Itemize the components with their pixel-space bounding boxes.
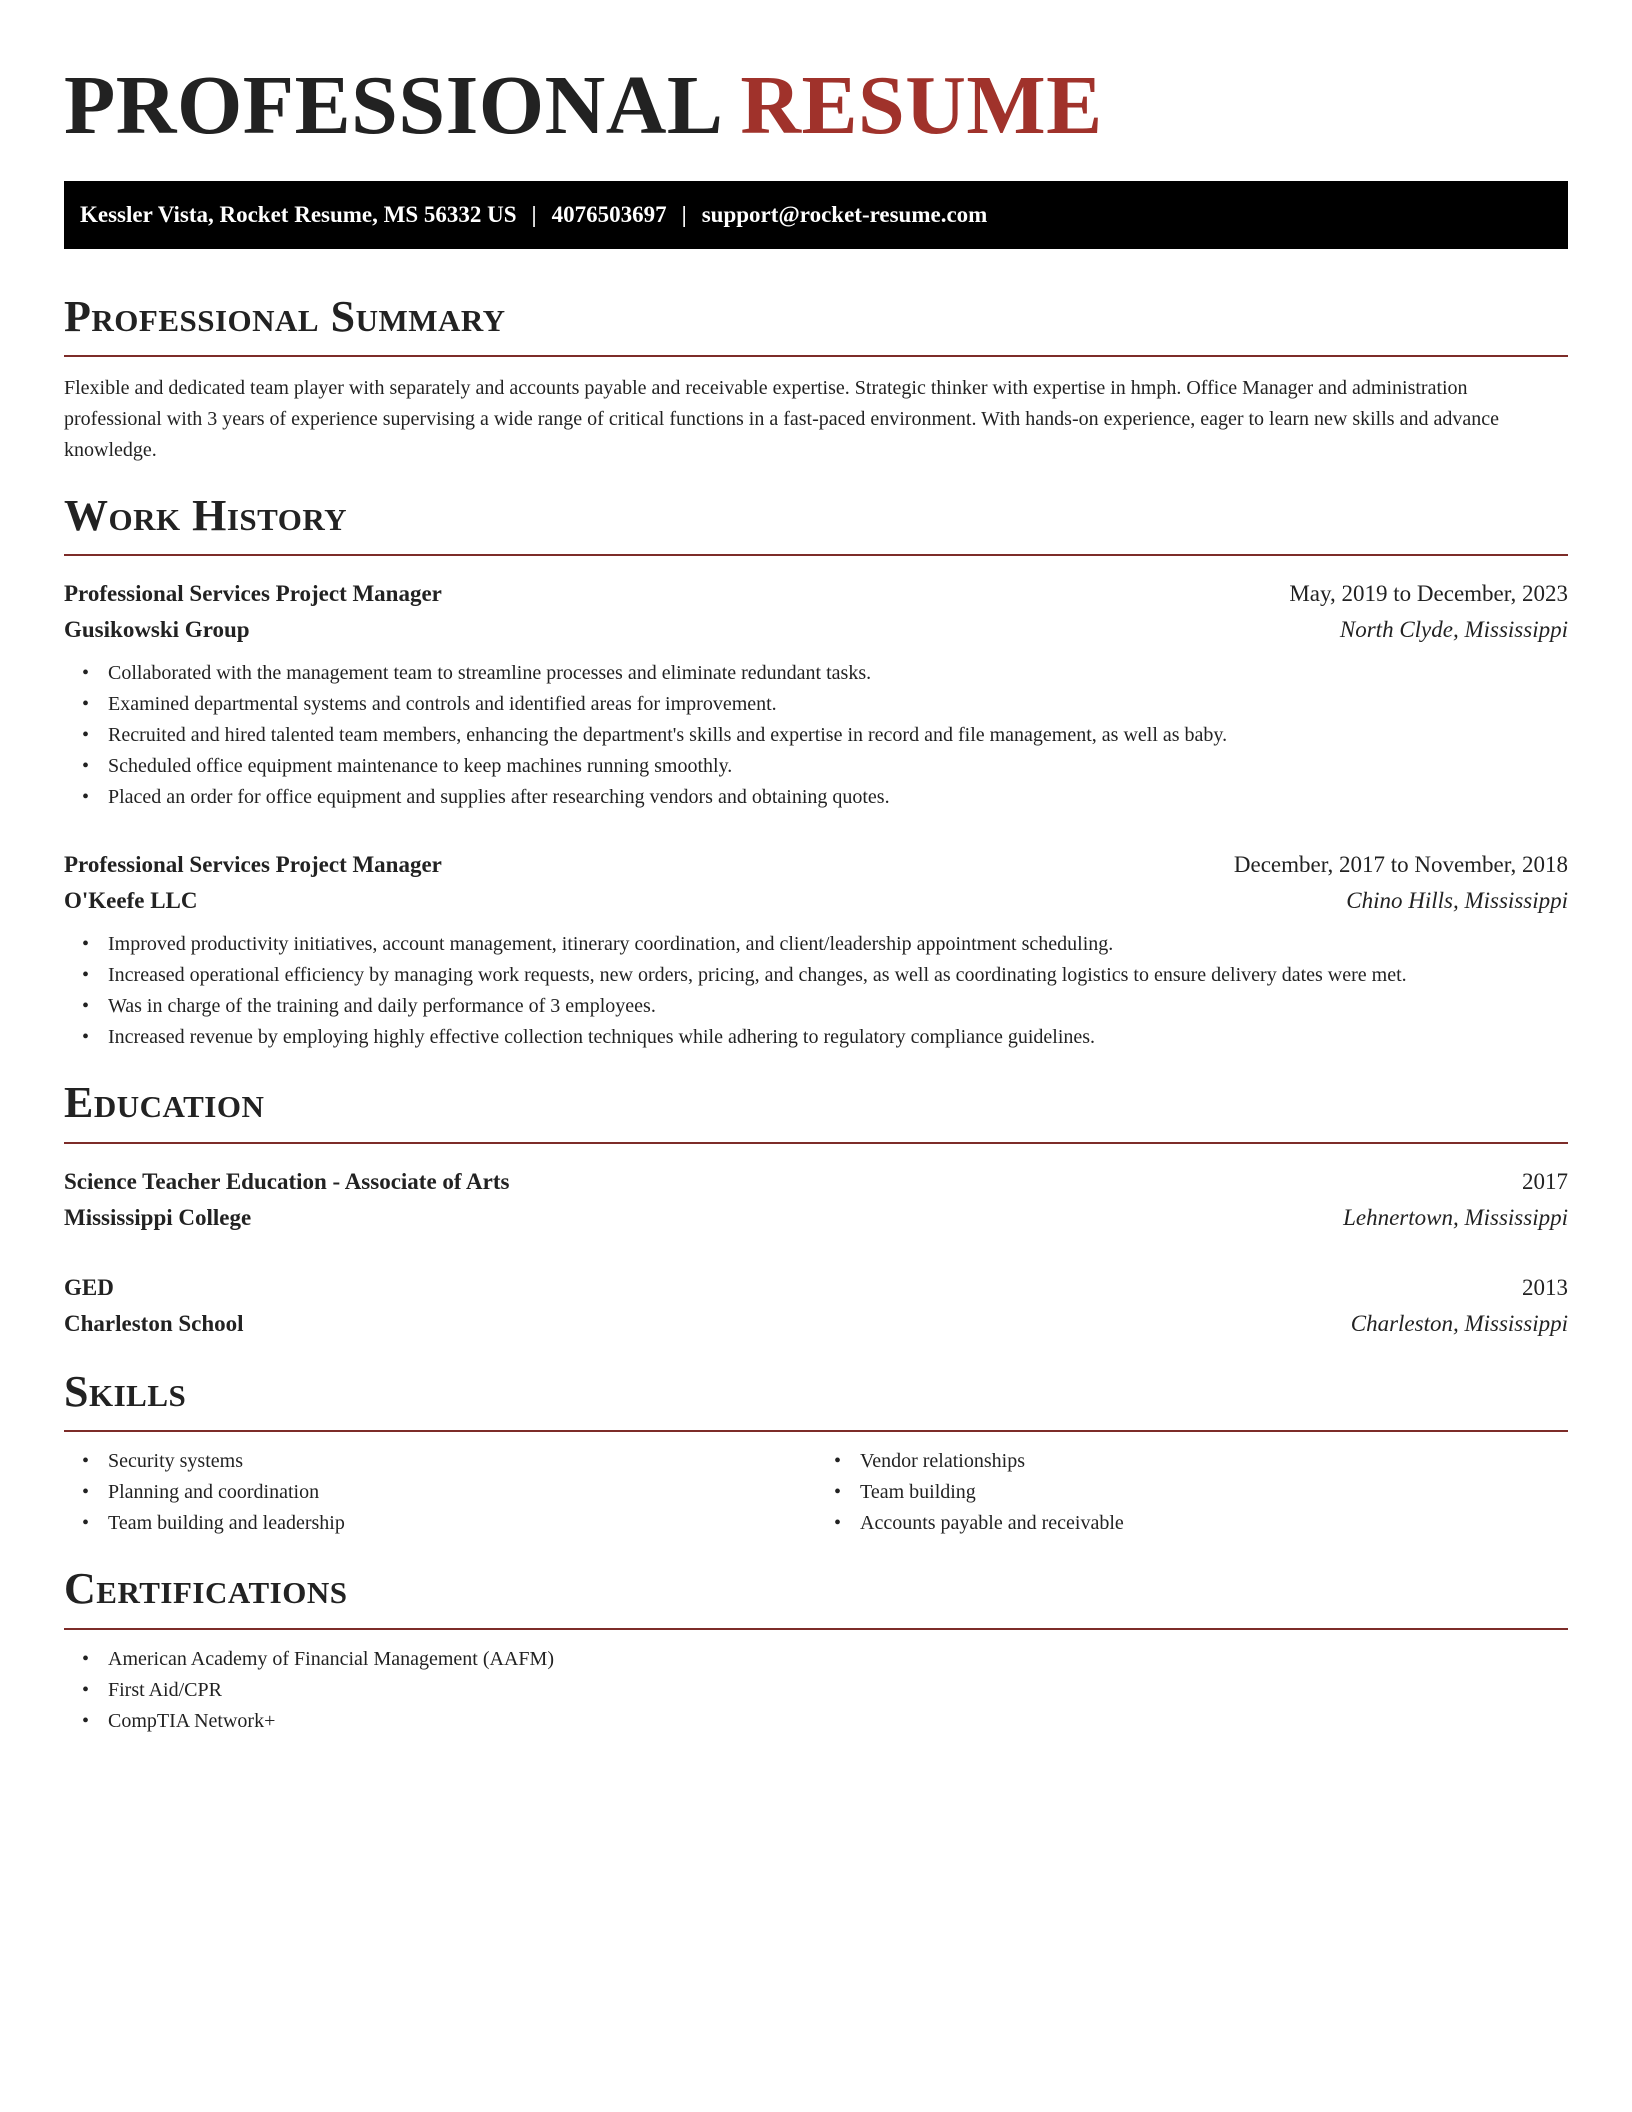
skill-item: • Team building and leadership	[108, 1508, 816, 1539]
job-bullet: • Was in charge of the training and daily performance of 3 employees.	[108, 991, 1568, 1022]
job-bullets	[64, 658, 1568, 813]
job-entry	[64, 847, 1568, 1053]
job-bullet: • Scheduled office equipment maintenance to keep machines running smoothly.	[108, 751, 1568, 782]
title-part-2: RESUME	[740, 59, 1103, 152]
summary-heading: Professional Summary	[64, 293, 1568, 357]
summary-text: Flexible and dedicated team player with separately and accounts payable and receivable expertise. Strategic thinker with expertise in hmph. Office Manager and administration professional with 3 years of experience supervising a wide range of critical functions in a fast-paced environment. With hands-on experience, eager to learn new skills and advance knowledge.	[64, 376, 1499, 461]
certifications-heading: Certifications	[64, 1565, 1568, 1629]
job-dates: May, 2019 to December, 2023	[1289, 581, 1568, 607]
job-bullet: • Examined departmental systems and controls and identified areas for improvement.	[108, 689, 1568, 720]
certification-item: • American Academy of Financial Management (AAFM)	[108, 1644, 1568, 1675]
skills-heading: Skills	[64, 1368, 1568, 1432]
skill-item: • Team building	[860, 1477, 1568, 1508]
skill-item: • Accounts payable and receivable	[860, 1508, 1568, 1539]
education-degree: Science Teacher Education - Associate of Arts	[64, 1168, 510, 1194]
job-company: Gusikowski Group	[64, 617, 250, 643]
contact-phone: 4076503697	[551, 201, 667, 227]
resume-title	[64, 58, 1568, 155]
education-heading: Education	[64, 1079, 1568, 1143]
education-location: Charleston, Mississippi	[1350, 1310, 1568, 1336]
skills-grid	[64, 1446, 1568, 1539]
contact-bar	[64, 181, 1568, 249]
certification-item: • First Aid/CPR	[108, 1675, 1568, 1706]
education-year: 2013	[1522, 1274, 1568, 1300]
certifications-list	[64, 1644, 1568, 1737]
certification-item: • CompTIA Network+	[108, 1706, 1568, 1737]
job-bullet: • Improved productivity initiatives, account management, itinerary coordination, and client/leadership appointment scheduling.	[108, 929, 1568, 960]
education-location: Lehnertown, Mississippi	[1343, 1204, 1568, 1230]
job-bullet: • Placed an order for office equipment and supplies after researching vendors and obtaining quotes.	[108, 782, 1568, 813]
education-school: Mississippi College	[64, 1204, 252, 1230]
job-bullet: • Increased revenue by employing highly effective collection techniques while adhering to regulatory compliance guidelines.	[108, 1022, 1568, 1053]
job-title: Professional Services Project Manager	[64, 581, 442, 607]
contact-separator: |	[531, 201, 537, 227]
contact-separator: |	[681, 201, 687, 227]
contact-address: Kessler Vista, Rocket Resume, MS 56332 US	[80, 201, 517, 227]
education-entry	[64, 1164, 1568, 1236]
job-bullets	[64, 929, 1568, 1053]
job-title: Professional Services Project Manager	[64, 852, 442, 878]
contact-email: support@rocket-resume.com	[701, 201, 988, 227]
education-school: Charleston School	[64, 1310, 244, 1336]
education-degree: GED	[64, 1274, 114, 1300]
job-dates: December, 2017 to November, 2018	[1233, 852, 1568, 878]
job-bullet: • Recruited and hired talented team members, enhancing the department's skills and expertise in record and file management, as well as baby.	[108, 720, 1568, 751]
job-location: North Clyde, Mississippi	[1339, 617, 1568, 643]
education-year: 2017	[1522, 1168, 1568, 1194]
job-entry	[64, 576, 1568, 813]
education-entry	[64, 1270, 1568, 1342]
job-bullet: • Collaborated with the management team to streamline processes and eliminate redundant tasks.	[108, 658, 1568, 689]
skill-item: • Planning and coordination	[108, 1477, 816, 1508]
job-bullet: • Increased operational efficiency by managing work requests, new orders, pricing, and changes, as well as coordinating logistics to ensure delivery dates were met.	[108, 960, 1568, 991]
skill-item: • Security systems	[108, 1446, 816, 1477]
work-history-heading: Work History	[64, 492, 1568, 556]
skills-column-right	[816, 1446, 1568, 1539]
skills-column-left	[64, 1446, 816, 1539]
title-part-1: PROFESSIONAL	[64, 59, 719, 152]
skill-item: • Vendor relationships	[860, 1446, 1568, 1477]
job-company: O'Keefe LLC	[64, 888, 198, 914]
job-location: Chino Hills, Mississippi	[1346, 888, 1568, 914]
